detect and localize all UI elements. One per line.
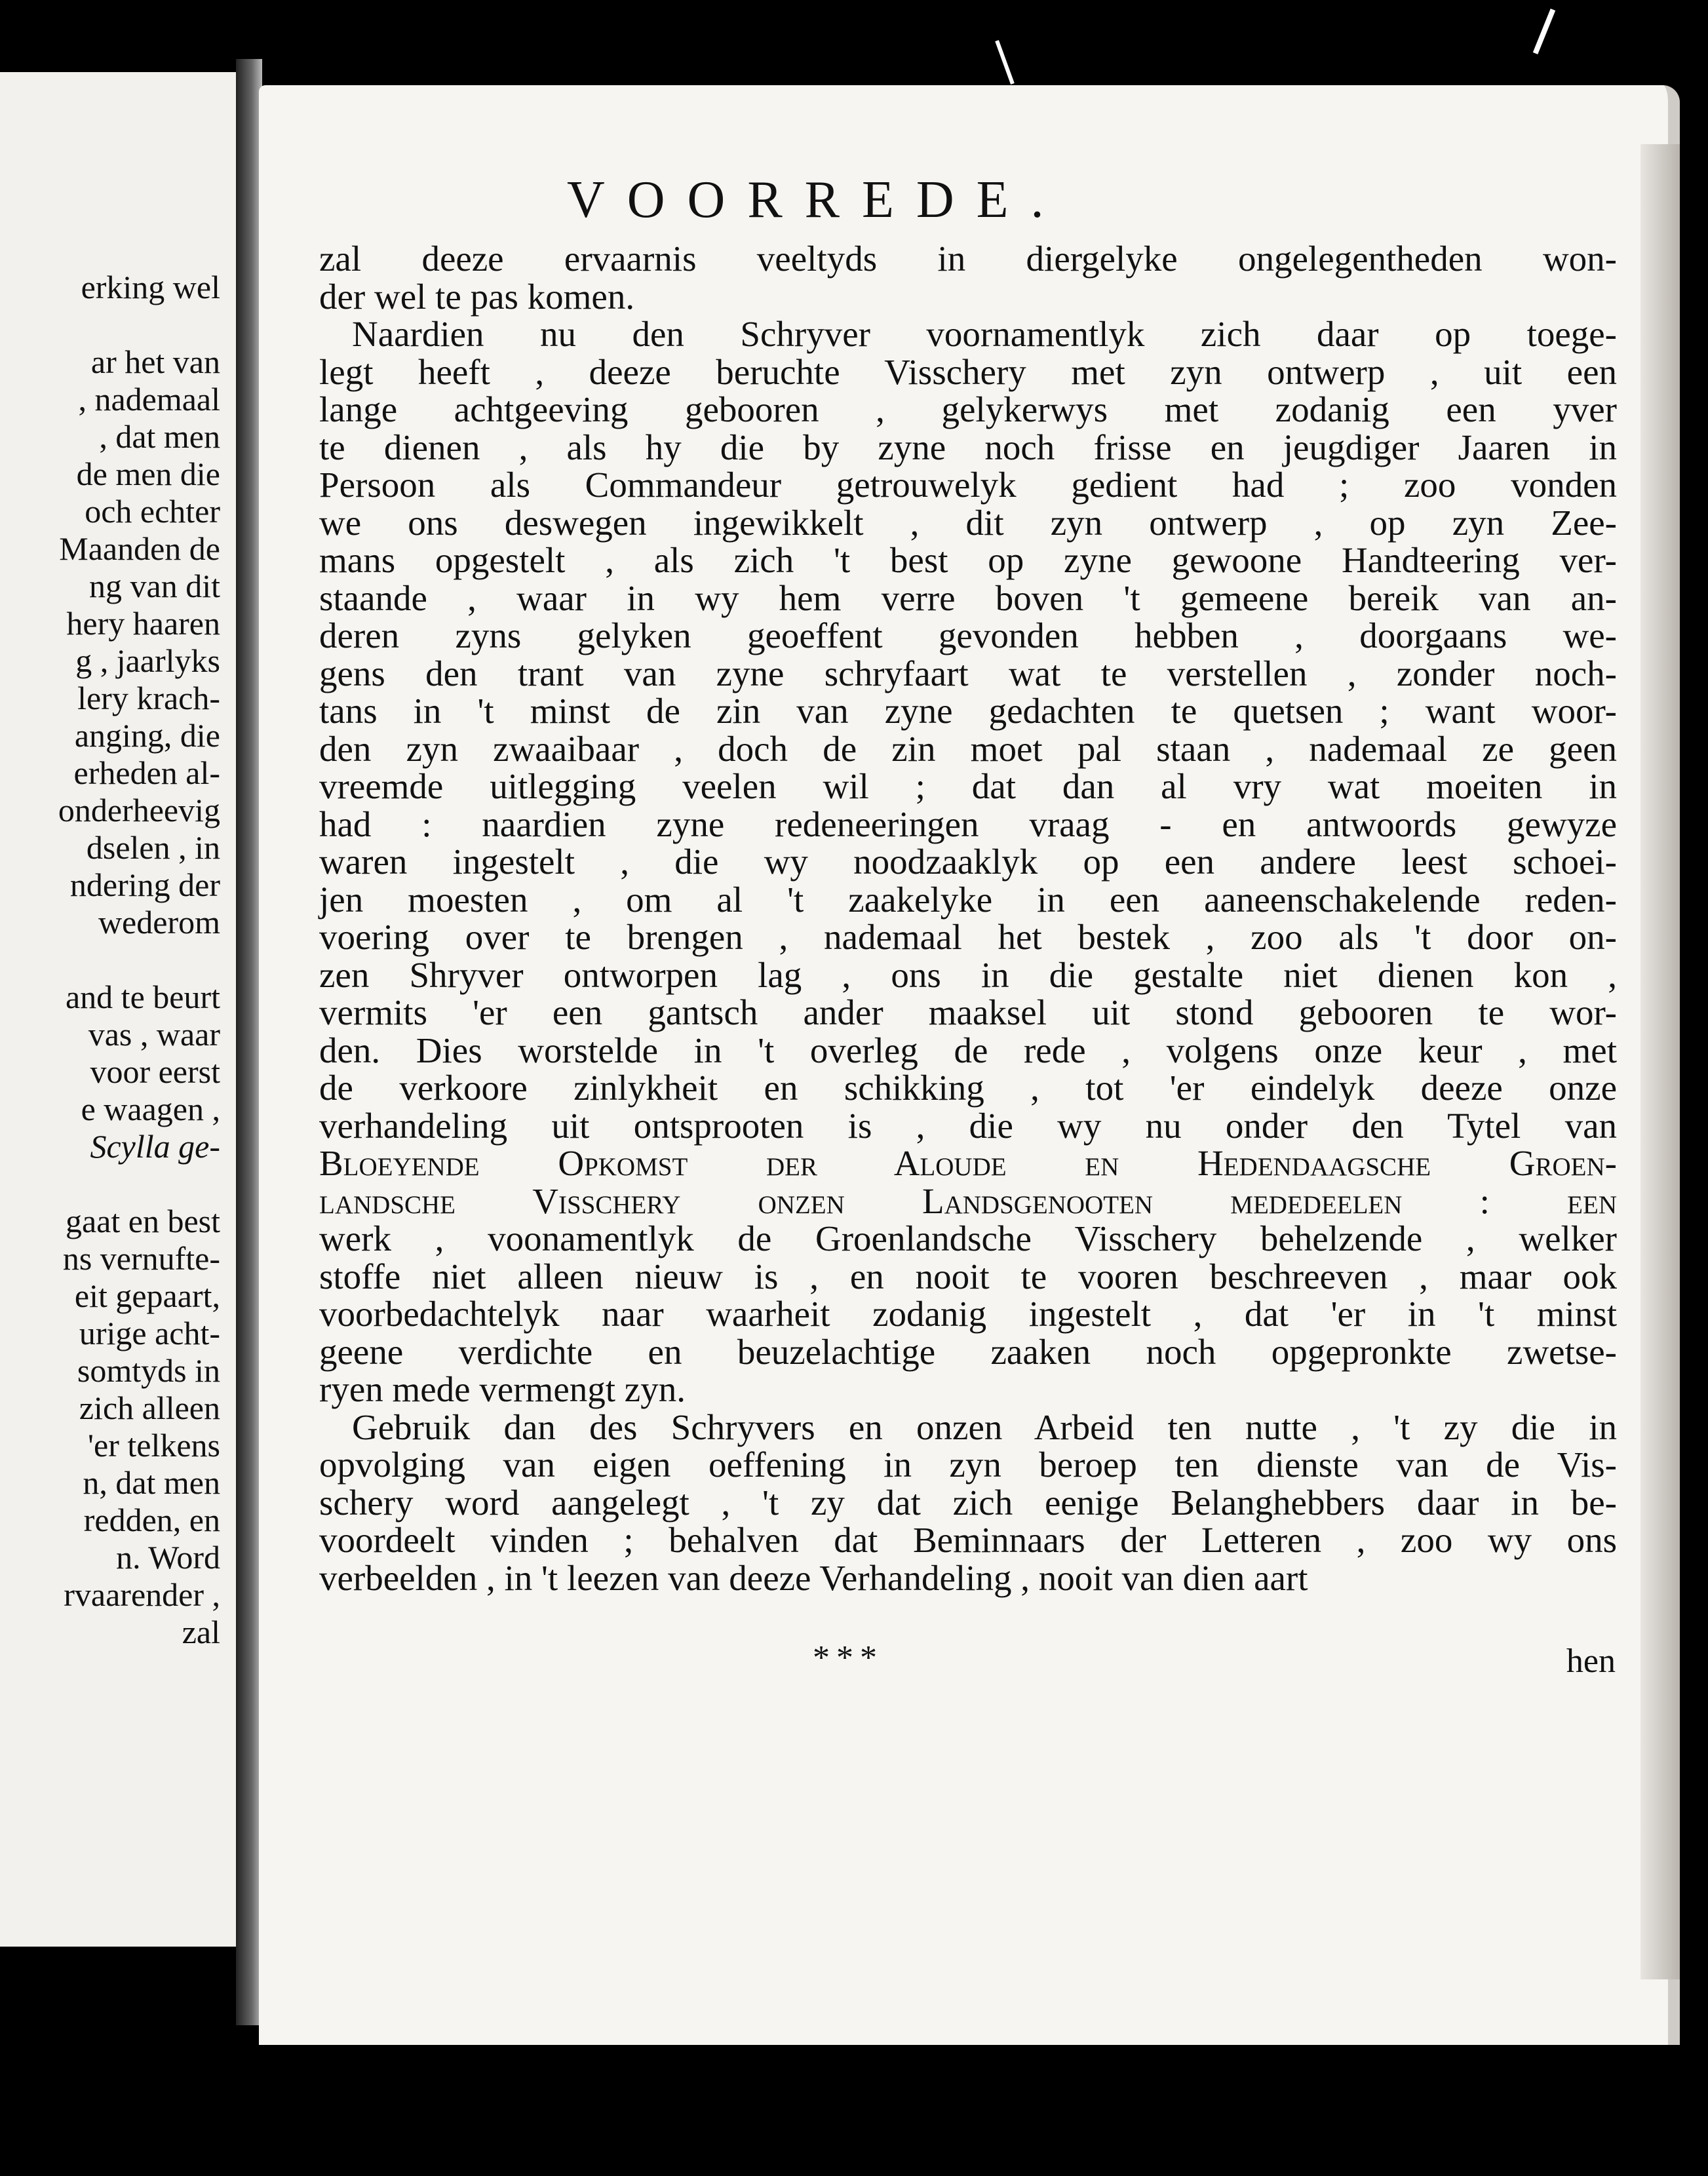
- page-edge: [1640, 144, 1680, 1979]
- left-page-text: [58, 269, 220, 1651]
- text-line: gens den trant van zyne schryfaart wat te verstellen , zonder noch-: [319, 653, 1617, 693]
- text-line: geene verdichte en beuzelachtige zaaken noch opgepronkte zwetse-: [319, 1331, 1617, 1372]
- text-line: der wel te pas komen.: [319, 276, 635, 317]
- text-line: voorbedachtelyk naar waarheit zodanig ingestelt , dat 'er in 't minst: [319, 1294, 1617, 1334]
- left-page: [0, 72, 236, 1947]
- left-text-line: dselen , in: [86, 829, 220, 866]
- text-line: ryen mede vermengt zyn.: [319, 1369, 686, 1409]
- text-line: Naardien nu den Schryver voornamentlyk zich daar op toege-: [352, 314, 1617, 354]
- text-line: we ons deswegen ingewikkelt , dit zyn ontwerp , op zyn Zee-: [319, 502, 1617, 543]
- text-line: stoffe niet alleen nieuw is , en nooit te vooren beschreeven , maar ook: [319, 1256, 1617, 1296]
- left-text-line: Scylla ge-: [90, 1128, 220, 1165]
- text-line: mans opgestelt , als zich 't best op zyne gewoone Handteering ver-: [319, 540, 1617, 580]
- left-text-line: vas , waar: [88, 1016, 220, 1053]
- running-head: VOORREDE.: [567, 171, 1066, 229]
- left-text-line: eit gepaart,: [74, 1277, 220, 1314]
- text-line: had : naardien zyne redeneeringen vraag - en antwoords gewyze: [319, 804, 1617, 844]
- text-line: werk , voonamentlyk de Groenlandsche Visschery behelzende , welker: [319, 1218, 1617, 1258]
- left-text-line: ar het van: [90, 343, 220, 380]
- text-line: den zyn zwaaibaar , doch de zin moet pal staan , nademaal ze geen: [319, 728, 1617, 769]
- left-text-line: lery krach-: [77, 680, 220, 716]
- left-text-line: wederom: [98, 904, 220, 941]
- body-text: [319, 240, 1617, 1597]
- left-text-line: hery haaren: [66, 605, 220, 642]
- text-line: verhandeling uit ontsprooten is , die wy nu onder den Tytel van: [319, 1105, 1617, 1146]
- left-text-line: , nademaal: [78, 381, 220, 418]
- right-page: [259, 85, 1680, 2045]
- text-line: landsche Visschery onzen Landsgenooten mededeelen : een: [319, 1180, 1617, 1221]
- book-gutter: [236, 59, 262, 2025]
- left-text-line: [58, 941, 220, 979]
- left-text-line: zich alleen: [79, 1389, 220, 1426]
- text-line: lange achtgeeving gebooren , gelykerwys met zodanig een yver: [319, 389, 1617, 429]
- left-text-line: Maanden de: [59, 530, 220, 567]
- text-line: voering over te brengen , nademaal het bestek , zoo als 't door on-: [319, 917, 1617, 957]
- left-text-line: e waagen ,: [81, 1091, 220, 1127]
- left-text-line: onderheevig: [58, 792, 220, 828]
- left-text-line: rvaarender ,: [64, 1576, 220, 1613]
- text-line: staande , waar in wy hem verre boven 't gemeene bereik van an-: [319, 577, 1617, 618]
- text-line: den. Dies worstelde in 't overleg de rede , volgens onze keur , met: [319, 1030, 1617, 1070]
- text-line: deren zyns gelyken geoeffent gevonden hebben , doorgaans we-: [319, 615, 1617, 655]
- text-line: voordeelt vinden ; behalven dat Beminnaars der Letteren , zoo wy ons: [319, 1520, 1617, 1560]
- text-line: waren ingestelt , die wy noodzaaklyk op een andere leest schoei-: [319, 842, 1617, 882]
- text-line: Gebruik dan des Schryvers en onzen Arbeid ten nutte , 't zy die in: [352, 1407, 1617, 1447]
- left-text-line: erheden al-: [73, 754, 220, 791]
- text-line: jen moesten , om al 't zaakelyke in een aaneenschakelende reden-: [319, 879, 1617, 920]
- text-line: vreemde uitlegging veelen wil ; dat dan al vry wat moeiten in: [319, 766, 1617, 806]
- left-text-line: urige acht-: [79, 1315, 220, 1351]
- left-text-line: anging, die: [74, 717, 220, 754]
- text-line: Bloeyende Opkomst der Aloude en Hedendaagsche Groen-: [319, 1143, 1617, 1183]
- text-line: opvolging van eigen oeffening in zyn beroep ten dienste van de Vis-: [319, 1445, 1617, 1485]
- left-text-line: redden, en: [83, 1502, 220, 1538]
- text-line: zen Shryver ontworpen lag , ons in die gestalte niet dienen kon ,: [319, 954, 1617, 995]
- text-line: zal deeze ervaarnis veeltyds in diergelyke ongelegentheden won-: [319, 239, 1617, 279]
- left-text-line: , dat men: [99, 418, 220, 455]
- left-text-line: [58, 306, 220, 343]
- scan-mark-top: [995, 40, 1015, 85]
- left-text-line: g , jaarlyks: [75, 642, 220, 679]
- left-text-line: somtyds in: [77, 1352, 220, 1389]
- text-line: legt heeft , deeze beruchte Visschery met zyn ontwerp , uit een: [319, 351, 1617, 392]
- left-text-line: and te beurt: [65, 979, 220, 1015]
- text-line: Persoon als Commandeur getrouwelyk gedient had ; zoo vonden: [319, 465, 1617, 505]
- text-line: de verkoore zinlykheit en schikking , tot 'er eindelyk deeze onze: [319, 1068, 1617, 1108]
- left-text-line: gaat en best: [65, 1203, 220, 1239]
- left-text-line: ng van dit: [89, 568, 220, 604]
- text-line: verbeelden , in 't leezen van deeze Verhandeling , nooit van dien aart: [319, 1557, 1308, 1598]
- left-text-line: och echter: [85, 493, 220, 530]
- left-text-line: de men die: [76, 456, 220, 492]
- catchword: hen: [1566, 1642, 1616, 1680]
- left-text-line: ns vernufte-: [62, 1240, 220, 1277]
- scan-mark-top-right: [1533, 9, 1555, 54]
- left-text-line: voor eerst: [90, 1053, 220, 1090]
- text-line: tans in 't minst de zin van zyne gedachten te quetsen ; want woor-: [319, 691, 1617, 731]
- left-text-line: n. Word: [116, 1539, 220, 1576]
- left-text-line: zal: [182, 1614, 220, 1650]
- left-text-line: ndering der: [69, 866, 220, 903]
- text-line: vermits 'er een gantsch ander maaksel uit stond gebooren te wor-: [319, 992, 1617, 1032]
- left-text-line: erking wel: [81, 269, 220, 305]
- text-line: schery word aangelegt , 't zy dat zich eenige Belanghebbers daar in be-: [319, 1482, 1617, 1523]
- text-line: te dienen , als hy die by zyne noch frisse en jeugdiger Jaaren in: [319, 427, 1617, 467]
- signature-mark: ***: [813, 1639, 883, 1677]
- left-text-line: 'er telkens: [88, 1427, 220, 1464]
- left-text-line: n, dat men: [83, 1464, 220, 1501]
- left-text-line: [58, 1165, 220, 1203]
